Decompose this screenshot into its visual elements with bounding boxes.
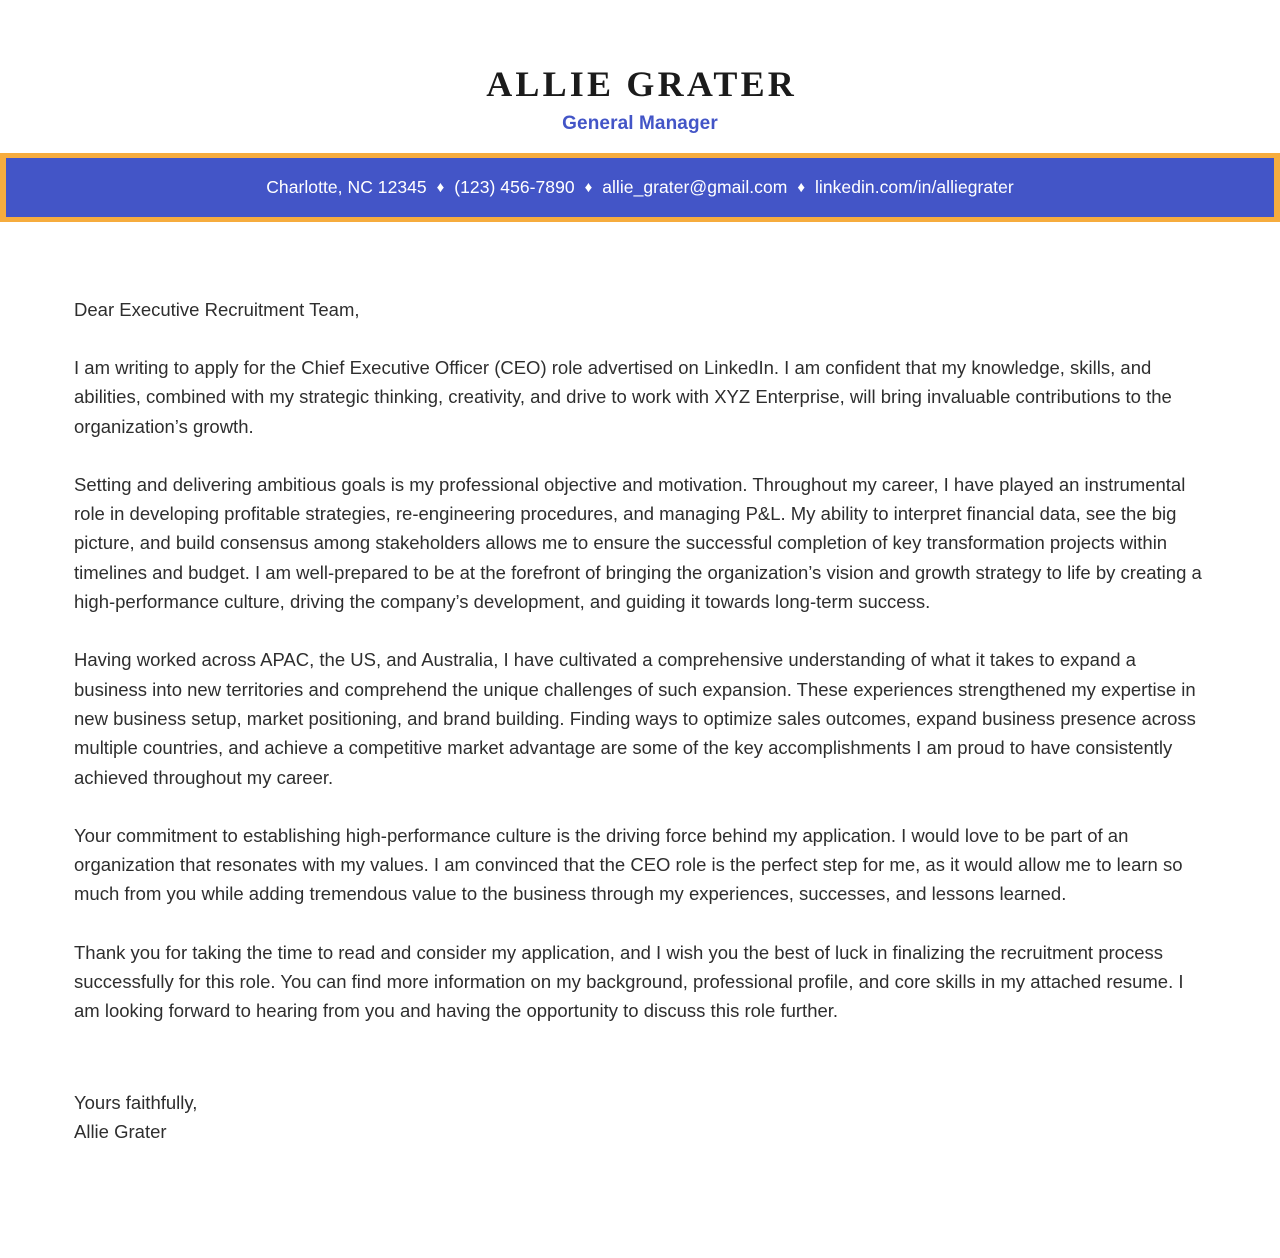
letter-paragraph: I am writing to apply for the Chief Executive Officer (CEO) role advertised on LinkedIn. I am confident that my knowledge, skills, and abilities, combined with my strategic thinking, creativity, and drive to work with XYZ Enterprise, will bring invaluable contributions to the organization’s growth. <box>74 357 1172 437</box>
letter-paragraph: Setting and delivering ambitious goals is my professional objective and motivation. Throughout my career, I have played an instrumental role in developing profitable strategies, re-engineering procedures, and managing P&L. My ability to interpret financial data, see the big picture, and build consensus among stakeholders allows me to ensure the successful completion of key transformation projects within timelines and budget. I am well-prepared to be at the forefront of bringing the organization’s vision and growth strategy to life by creating a high-performance culture, driving the company’s development, and guiding it towards long-term success. <box>74 473 1202 613</box>
contact-phone: (123) 456-7890 <box>454 177 575 197</box>
diamond-separator-icon: ♦ <box>436 179 445 196</box>
signer-name: Allie Grater <box>74 1120 167 1142</box>
candidate-job-title: General Manager <box>562 113 718 134</box>
letter-paragraph: Thank you for taking the time to read and consider my application, and I wish you the best of luck in finalizing the recruitment process successfully for this role. You can find more information on my background, professional profile, and core skills in my attached resume. I am looking forward to hearing from you and having the opportunity to discuss this role further. <box>74 941 1184 1022</box>
letter-paragraph: Having worked across APAC, the US, and Australia, I have cultivated a comprehensive understanding of what it takes to expand a business into new territories and comprehend the unique challenges of such expansion. These experiences strengthened my expertise in new business setup, market positioning, and brand building. Finding ways to optimize sales outcomes, expand business presence across multiple countries, and achieve a competitive market advantage are some of the key accomplishments I am proud to have consistently achieved throughout my career. <box>74 649 1196 788</box>
contact-email[interactable]: allie_grater@gmail.com <box>602 177 788 197</box>
closing-phrase: Yours faithfully, <box>74 1091 198 1113</box>
letter-header <box>0 0 1280 135</box>
candidate-name: ALLIE GRATER <box>486 64 797 104</box>
diamond-separator-icon: ♦ <box>797 179 806 196</box>
contact-line <box>266 177 1014 198</box>
signature-block <box>74 1088 1205 1147</box>
contact-bar <box>0 153 1280 222</box>
letter-body <box>0 295 1280 1146</box>
salutation: Dear Executive Recruitment Team, <box>74 299 360 320</box>
letter-paragraph: Your commitment to establishing high-performance culture is the driving force behind my application. I would love to be part of an organization that resonates with my values. I am convinced that the CEO role is the perfect step for me, as it would allow me to learn so much from you while adding tremendous value to the business through my experiences, successes, and lessons learned. <box>74 824 1183 905</box>
contact-linkedin[interactable]: linkedin.com/in/alliegrater <box>814 177 1014 197</box>
contact-location: Charlotte, NC 12345 <box>266 177 427 197</box>
diamond-separator-icon: ♦ <box>584 179 593 196</box>
